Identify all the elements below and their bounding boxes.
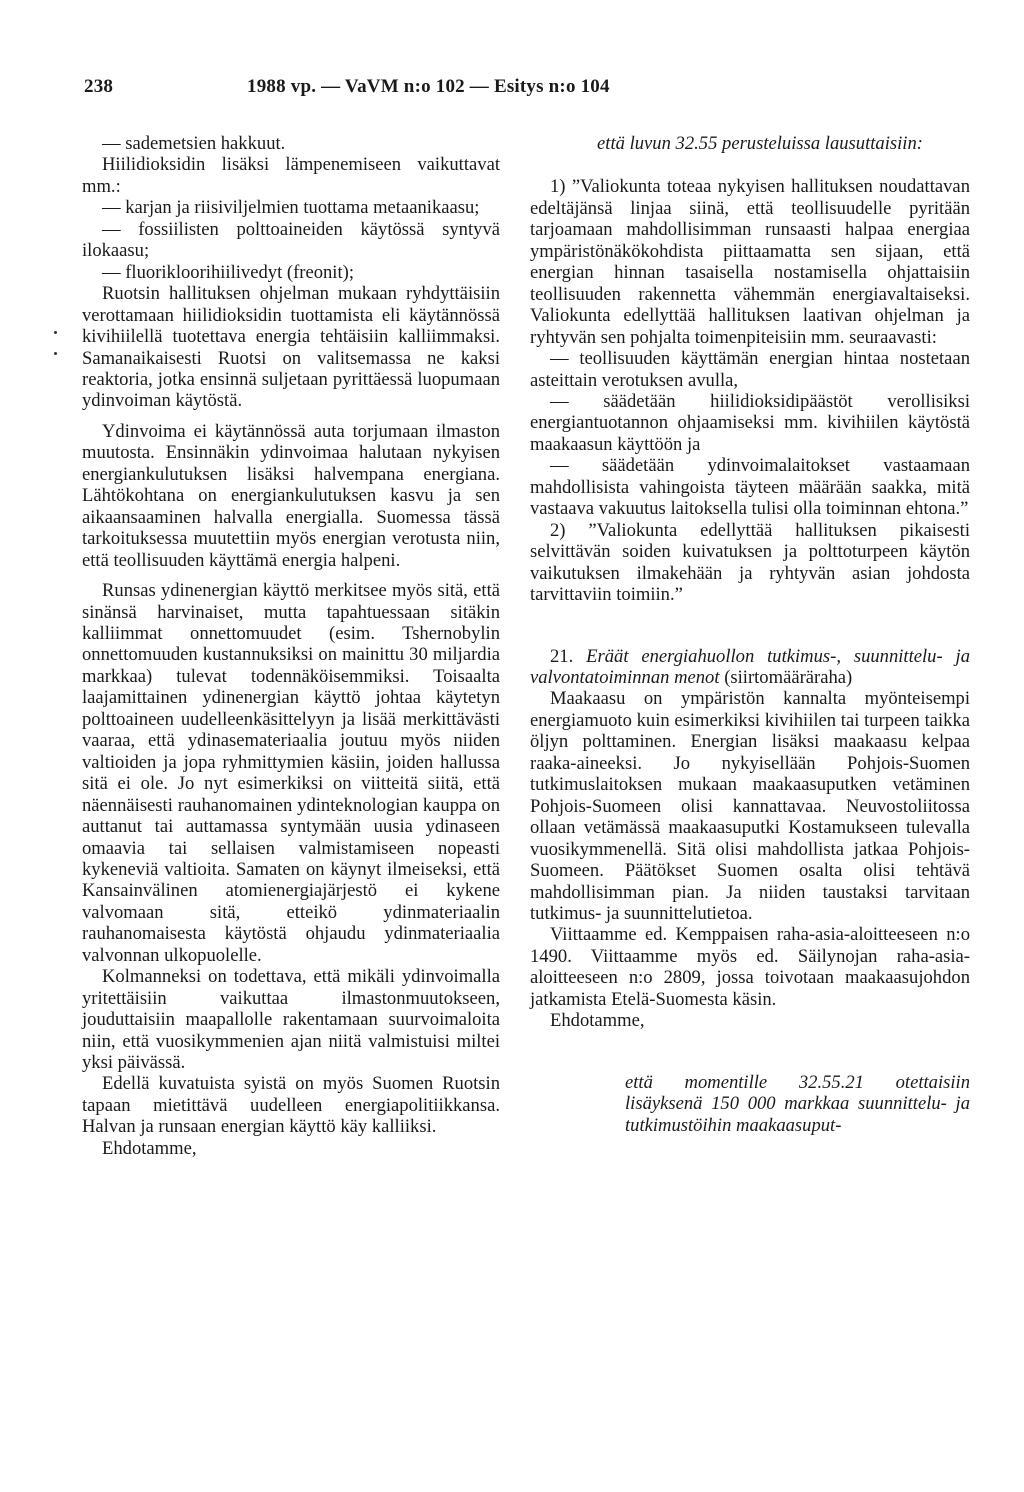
proposal-item-1: 1) ”Valiokunta toteaa nykyisen hallituksen noudattavan edeltäjänsä linjaa siinä, että teollisuudelle pyritään tarjoamaan mahdollisimman runsaasti halpaa energiaa ympäristönäkökohdista piittaamatta sen sijaan, että energian hinnan tasaisella nostamisella ohjattaisiin teollisuuden rakennetta vähemmän energiavaltaiseksi. Valiokunta edellyttää hallituksen laativan ohjelman ja ryhtyvän sen pohjalta toimenpiteisiin mm. seuraavasti: xyxy=(530,176,970,348)
list-item: — karjan ja riisiviljelmien tuottama metaanikaasu; xyxy=(102,197,480,219)
proposal-intro: että luvun 32.55 perusteluissa lausuttaisiin: xyxy=(597,133,923,154)
paragraph: Kolmanneksi on todettava, että mikäli ydinvoimalla yritettäisiin vaikuttaa ilmastonmuutokseen, jouduttaisiin maapallolle rakentamaan suurvoimaloita niin, että vuosikymmenien ajan niitä valmistuisi miltei yksi päivässä. xyxy=(82,966,500,1074)
closing-proposal: että momentille 32.55.21 otettaisiin lisäyksenä 150 000 markkaa suunnittelu- ja tutkimustöihin maakaasuput- xyxy=(625,1071,970,1136)
paragraph: Ehdotamme, xyxy=(102,1137,197,1159)
section-heading xyxy=(530,646,970,689)
proposal-item-2: 2) ”Valiokunta edellyttää hallituksen pikaisesti selvittävän soiden kuivatuksen ja polttoturpeen käytön vaikutuksen ilmakehään ja ryhtyvän asian johdosta tarvittaviin toimiin.” xyxy=(530,519,970,606)
margin-mark xyxy=(54,352,57,355)
section-title-tail: (siirtomääräraha) xyxy=(724,666,853,688)
margin-mark xyxy=(54,331,57,334)
paragraph: Ruotsin hallituksen ohjelman mukaan ryhdyttäisiin verottamaan hiilidioksidin tuottamista eli käytännössä kivihiilellä tuotettava energia tehtäisiin kalliimmaksi. Samanaikaisesti Ruotsi on valitsemassa ne kaksi reaktoria, jotka ensinnä suljetaan pyrittäessä luopumaan ydinvoiman käytöstä. xyxy=(82,283,500,412)
paragraph: Edellä kuvatuista syistä on myös Suomen Ruotsin tapaan mietittävä uudelleen energiapolitiikkansa. Halvan ja runsaan energian käyttö käy kalliiksi. xyxy=(82,1073,500,1138)
right-column xyxy=(530,133,970,1136)
paragraph: Hiilidioksidin lisäksi lämpenemiseen vaikuttavat mm.: xyxy=(82,154,500,197)
page-header xyxy=(84,76,944,98)
list-item: — sademetsien hakkuut. xyxy=(102,133,286,154)
paragraph: Viittaamme ed. Kemppaisen raha-asia-aloitteeseen n:o 1490. Viittaamme myös ed. Säilynojan raha-asia-aloitteeseen n:o 2809, jossa toivotaan maakaasujohdon jatkamista Etelä-Suomesta käsin. xyxy=(530,924,970,1010)
list-item: — fluorikloorihiilivedyt (freonit); xyxy=(102,261,354,283)
paragraph: Ydinvoima ei käytännössä auta torjumaan ilmaston muutosta. Ensinnäkin ydinvoimaa halutaan nykyisen energiankulutuksen lisäksi halvempana energiana. Lähtökohtana on energiankulutuksen kasvu ja sen aikaansaaminen halvalla energialla. Suomessa tässä tarkoituksessa muutettiin myös energian verotusta niin, että teollisuuden käyttämä energia halpeni. xyxy=(82,420,500,571)
section-title: Eräät energiahuollon tutkimus-, suunnittelu- ja valvontatoiminnan menot xyxy=(530,645,970,688)
paragraph: Runsas ydinenergian käyttö merkitsee myös sitä, että sinänsä harvinaiset, mutta tapahtuessaan sitäkin kalliimmat onnettomuudet (esim. Tshernobylin onnettomuuden kustannuksiksi on mainittu 30 miljardia markkaa) tulevat todennäköisemmiksi. Toisaalta laajamittainen ydinenergian käyttö johtaa käytetyn polttoaineen uudelleenkäsittelyyn ja lisää merkittävästi vaaraa, että ydinasemateriaalia joutuu myös niiden valtioiden ja jopa ryhmittymien käsiin, joiden hallussa sitä ei ole. Jo nyt esimerkiksi on viitteitä siitä, että näennäisesti rauhanomainen ydinteknologian kauppa on auttanut tai auttamassa syntymään uusia ydinaseen omaavia tai sellaisen valmistamiseen nopeasti kykeneviä valtioita. Samaten on käynyt ilmeiseksi, että Kansainvälinen atomienergiajärjestö ei kykene valvomaan sitä, etteikö ydinmateriaalin rauhanomaisesta käytöstä ohjaudu ydinmateriaalia valvonnan ulkopuolelle. xyxy=(82,580,500,966)
paragraph: Ehdotamme, xyxy=(550,1010,645,1032)
list-item: — säädetään hiilidioksidipäästöt verollisiksi energiantuotannon ohjaamiseksi mm. kivihiilen käytöstä maakaasun käyttöön ja xyxy=(530,390,970,455)
document-title: 1988 vp. — VaVM n:o 102 — Esitys n:o 104 xyxy=(247,76,610,97)
section-number: 21. xyxy=(550,645,574,667)
page-number: 238 xyxy=(84,76,114,97)
left-column xyxy=(82,133,500,1159)
list-item: — säädetään ydinvoimalaitokset vastaamaan mahdollisista vahingoista täyteen määrään saakka, mitä vastaava vakuutus laitoksella tulisi olla toiminnan ehtona.” xyxy=(530,455,970,520)
list-item: — fossiilisten polttoaineiden käytössä syntyvä ilokaasu; xyxy=(82,218,500,262)
list-item: — teollisuuden käyttämän energian hintaa nostetaan asteittain verotuksen avulla, xyxy=(530,348,970,391)
paragraph: Maakaasu on ympäristön kannalta myönteisempi energiamuoto kuin esimerkiksi kivihiilen tai turpeen taikka öljyn polttaminen. Energian lisäksi maakaasu kelpaa raaka-aineeksi. Jo nykyisellään Pohjois-Suomen tutkimuslaitoksen mukaan maakaasuputken vetäminen Pohjois-Suomeen olisi kannattavaa. Neuvostoliitossa ollaan vetämässä maakaasuputki Kostamukseen tulevalla vuosikymmenellä. Sitä olisi mahdollista jatkaa Pohjois-Suomeen. Päätökset Suomen osalta olisi tehtävä mahdollisimman pian. Ja niiden taustaksi tarvitaan tutkimus- ja suunnittelutietoa. xyxy=(530,688,970,924)
